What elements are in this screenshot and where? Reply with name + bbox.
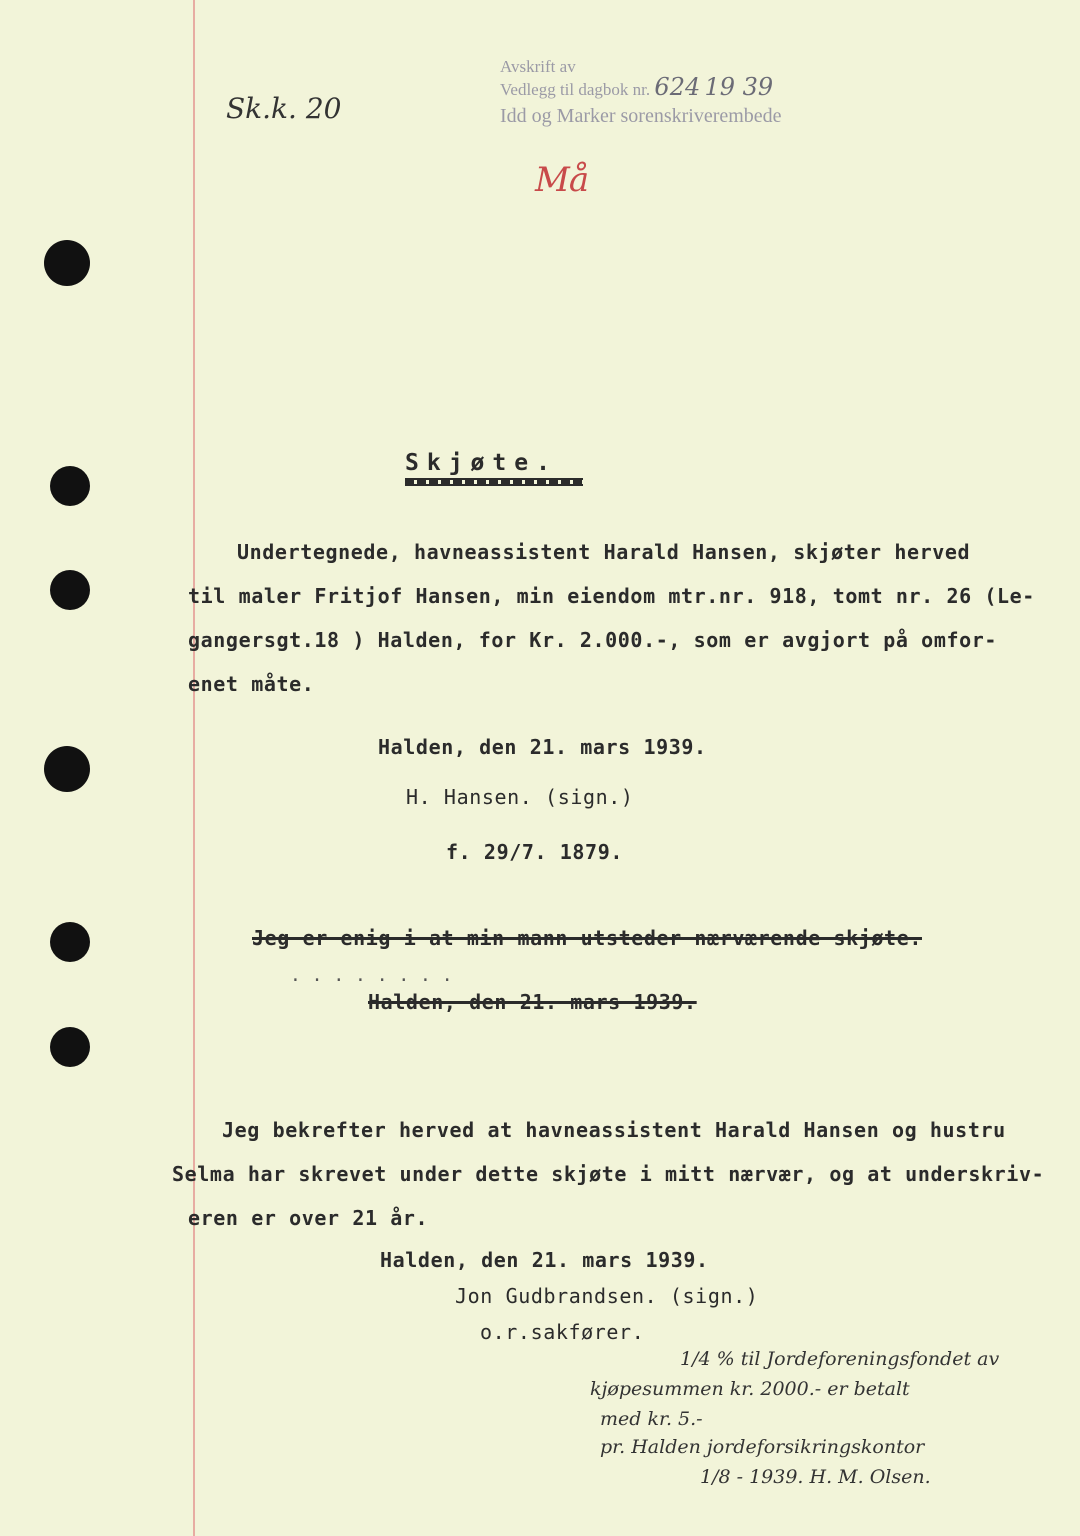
body-line: til maler Fritjof Hansen, min eiendom mtr.nr. 918, tomt nr. 26 (Le- <box>188 584 1035 608</box>
struck-consent-line: Jeg er enig i at min mann utsteder nærværende skjøte. <box>252 926 922 950</box>
title-underline <box>405 478 583 486</box>
handwritten-note-line: 1/4 % til Jordeforeningsfondet av <box>680 1348 1000 1370</box>
struck-place-date: Halden, den 21. mars 1939. <box>368 990 697 1014</box>
punch-hole <box>50 570 90 610</box>
body-line: eren er over 21 år. <box>188 1206 429 1230</box>
reference-mark: Sk.k. 20 <box>226 92 342 125</box>
handwritten-note-line: kjøpesummen kr. 2000.- er betalt <box>590 1378 910 1400</box>
document-title: Skjøte. <box>405 450 558 476</box>
punch-hole <box>44 746 90 792</box>
punch-hole <box>50 1027 90 1067</box>
body-line: gangersgt.18 ) Halden, for Kr. 2.000.-, som er avgjort på omfor- <box>188 628 998 652</box>
body-line: Selma har skrevet under dette skjøte i mitt nærvær, og at underskriv- <box>172 1162 1045 1186</box>
registry-stamp <box>500 58 782 125</box>
body-line: Undertegnede, havneassistent Harald Hansen, skjøter herved <box>237 540 971 564</box>
place-date: Halden, den 21. mars 1939. <box>380 1248 709 1272</box>
dotted-signature-line: · · · · · · · · <box>290 970 453 991</box>
stamp-line-2-prefix: Vedlegg til <box>500 80 575 99</box>
handwritten-note-line: 1/8 - 1939. H. M. Olsen. <box>700 1466 931 1488</box>
punch-hole <box>50 466 90 506</box>
signature-seller: H. Hansen. (sign.) <box>406 785 634 809</box>
stamp-line-3: Idd og Marker sorenskriverembede <box>500 105 782 127</box>
handwritten-note-line: pr. Halden jordeforsikringskontor <box>600 1436 925 1458</box>
witness-title: o.r.sakfører. <box>480 1320 645 1344</box>
stamp-line-2-mid: dagbok nr. <box>578 80 651 99</box>
birth-date: f. 29/7. 1879. <box>446 840 623 864</box>
stamp-year: 19 39 <box>704 73 774 101</box>
stamp-number: 624 <box>654 73 701 101</box>
punch-hole <box>44 240 90 286</box>
stamp-line-1: Avskrift av <box>500 57 576 76</box>
signature-witness: Jon Gudbrandsen. (sign.) <box>455 1284 759 1308</box>
body-line: Jeg bekrefter herved at havneassistent Harald Hansen og hustru <box>222 1118 1006 1142</box>
punch-hole <box>50 922 90 962</box>
margin-rule <box>193 0 195 1536</box>
place-date: Halden, den 21. mars 1939. <box>378 735 707 759</box>
handwritten-note-line: med kr. 5.- <box>600 1408 703 1430</box>
red-initials: Må <box>535 160 589 200</box>
body-line: enet måte. <box>188 672 315 696</box>
